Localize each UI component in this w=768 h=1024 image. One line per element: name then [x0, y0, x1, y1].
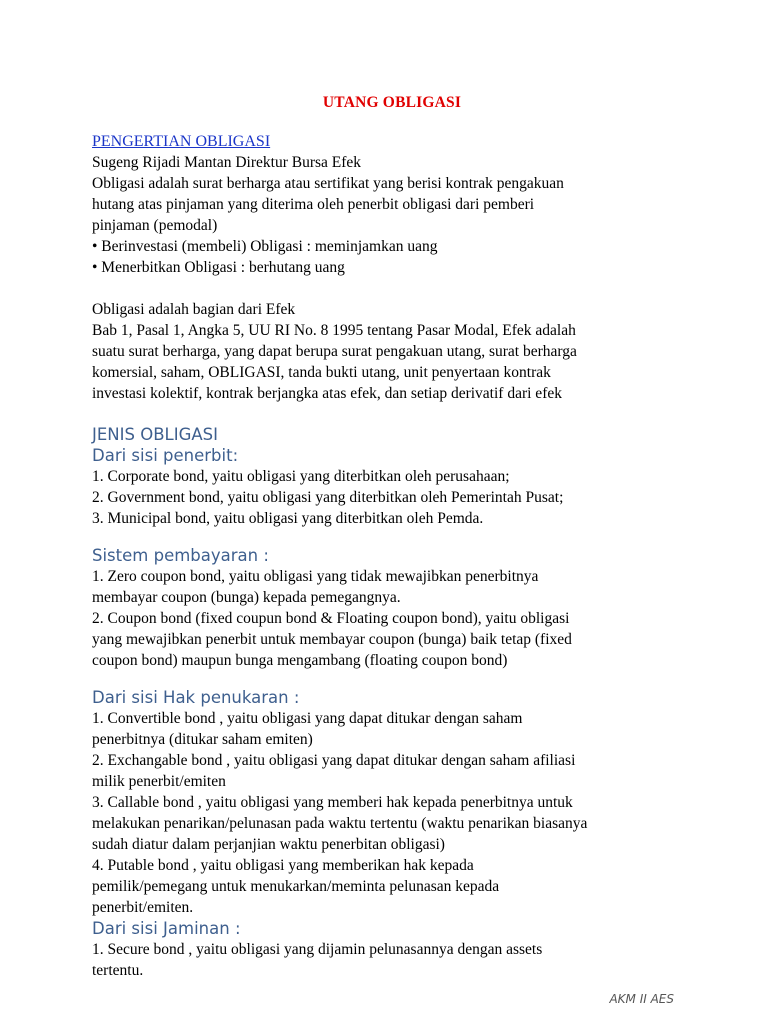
pembayaran-item: 1. Zero coupon bond, yaitu obligasi yang tidak mewajibkan penerbitnya [92, 568, 539, 585]
intro-bullet: • Menerbitkan Obligasi : berhutang uang [92, 259, 345, 276]
efek-line: Obligasi adalah bagian dari Efek [92, 301, 296, 318]
efek-line: investasi kolektif, kontrak berjangka atas efek, dan setiap derivatif dari efek [92, 385, 562, 402]
penukaran-item: penerbit/emiten. [92, 899, 194, 916]
pembayaran-item: yang mewajibkan penerbit untuk membayar coupon (bunga) baik tetap (fixed [92, 631, 572, 648]
pengertian-link[interactable]: PENGERTIAN OBLIGASI [92, 133, 271, 150]
footer-label: AKM II AES [609, 992, 674, 1006]
penukaran-item: 2. Exchangable bond , yaitu obligasi yang dapat ditukar dengan saham afiliasi [92, 752, 576, 769]
efek-line: suatu surat berharga, yang dapat berupa surat pengakuan utang, surat berharga [92, 343, 577, 360]
penukaran-item: sudah diatur dalam perjanjian waktu penerbitan obligasi) [92, 836, 445, 853]
jenis-obligasi-heading: JENIS OBLIGASI [92, 425, 218, 444]
efek-line: komersial, saham, OBLIGASI, tanda bukti utang, unit penyertaan kontrak [92, 364, 551, 381]
intro-line: pinjaman (pemodal) [92, 217, 218, 234]
intro-line: Obligasi adalah surat berharga atau sertifikat yang berisi kontrak pengakuan [92, 175, 564, 192]
intro-line: Sugeng Rijadi Mantan Direktur Bursa Efek [92, 154, 362, 171]
intro-line: hutang atas pinjaman yang diterima oleh penerbit obligasi dari pemberi [92, 196, 535, 213]
penukaran-item: milik penerbit/emiten [92, 773, 226, 790]
penukaran-item: 1. Convertible bond , yaitu obligasi yang dapat ditukar dengan saham [92, 710, 523, 727]
penukaran-item: 3. Callable bond , yaitu obligasi yang memberi hak kepada penerbitnya untuk [92, 794, 573, 811]
jaminan-item: tertentu. [92, 962, 144, 979]
document-page [92, 92, 692, 981]
pembayaran-item: coupon bond) maupun bunga mengambang (floating coupon bond) [92, 652, 508, 669]
penerbit-heading: Dari sisi penerbit: [92, 446, 239, 465]
intro-bullet: • Berinvestasi (membeli) Obligasi : meminjamkan uang [92, 238, 438, 255]
penerbit-item: 3. Municipal bond, yaitu obligasi yang diterbitkan oleh Pemda. [92, 510, 484, 527]
paragraph-gap [92, 278, 692, 299]
efek-line: Bab 1, Pasal 1, Angka 5, UU RI No. 8 1995 tentang Pasar Modal, Efek adalah [92, 322, 576, 339]
jaminan-heading: Dari sisi Jaminan : [92, 919, 241, 938]
penerbit-item: 2. Government bond, yaitu obligasi yang diterbitkan oleh Pemerintah Pusat; [92, 489, 564, 506]
penukaran-item: penerbitnya (ditukar saham emiten) [92, 731, 313, 748]
pembayaran-item: membayar coupon (bunga) kepada pemegangnya. [92, 589, 401, 606]
pembayaran-item: 2. Coupon bond (fixed coupun bond & Floating coupon bond), yaitu obligasi [92, 610, 570, 627]
penukaran-heading: Dari sisi Hak penukaran : [92, 688, 300, 707]
penukaran-item: melakukan penarikan/pelunasan pada waktu tertentu (waktu penarikan biasanya [92, 815, 588, 832]
penukaran-item: 4. Putable bond , yaitu obligasi yang memberikan hak kepada [92, 857, 474, 874]
penukaran-item: pemilik/pemegang untuk menukarkan/meminta pelunasan kepada [92, 878, 500, 895]
pembayaran-heading: Sistem pembayaran : [92, 546, 269, 565]
penerbit-item: 1. Corporate bond, yaitu obligasi yang diterbitkan oleh perusahaan; [92, 468, 510, 485]
jaminan-item: 1. Secure bond , yaitu obligasi yang dijamin pelunasannya dengan assets [92, 941, 543, 958]
document-title: UTANG OBLIGASI [322, 94, 462, 111]
